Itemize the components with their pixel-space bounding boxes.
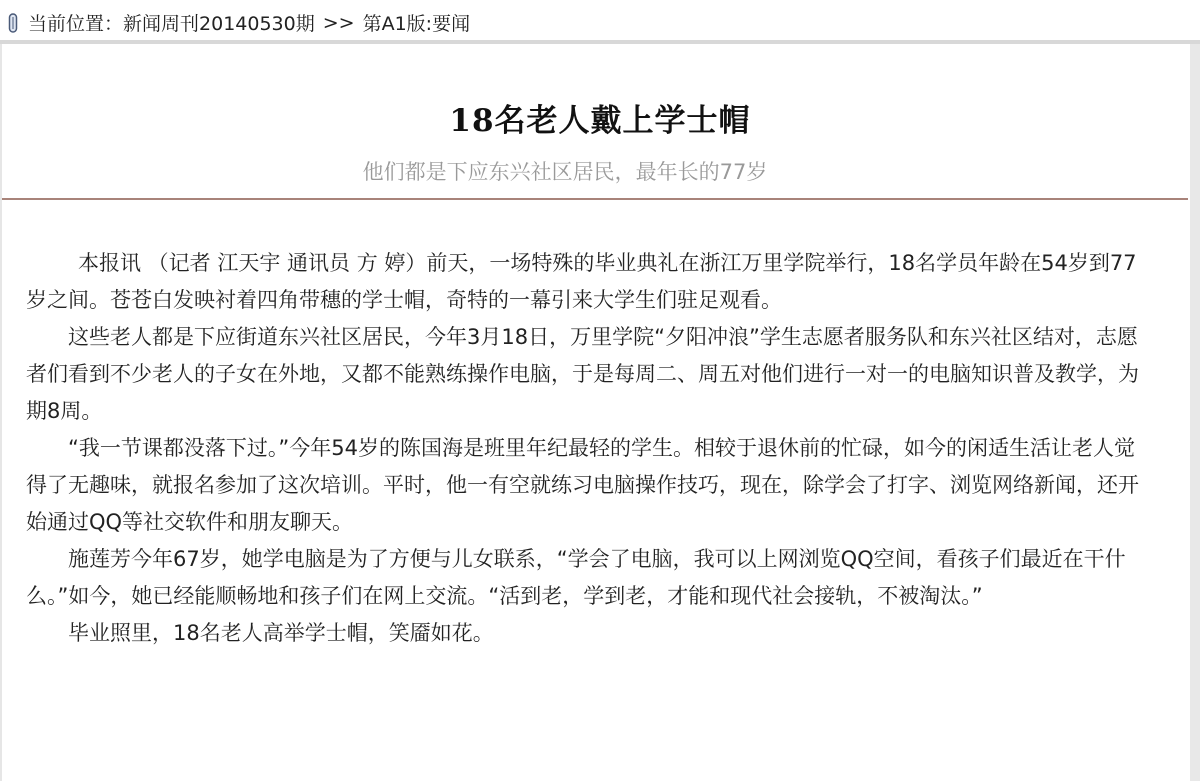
breadcrumb-prefix: 当前位置：	[28, 13, 124, 35]
breadcrumb-issue-link[interactable]: 新闻周刊20140530期	[123, 13, 315, 35]
breadcrumb	[8, 9, 470, 36]
article-paragraph: 这些老人都是下应街道东兴社区居民，今年3月18日，万里学院“夕阳冲浪”学生志愿者服务队和东兴社区结对，志愿者们看到不少老人的子女在外地，又都不能熟练操作电脑，于是每周二、周五对他们进行一对一的电脑知识普及教学，为期8周。	[26, 325, 1139, 423]
article-subtitle: 他们都是下应东兴社区居民，最年长的77岁	[362, 160, 768, 184]
pin-icon	[8, 13, 18, 33]
article-body	[26, 245, 1146, 652]
article-paragraph: 毕业照里，18名老人高举学士帽，笑靥如花。	[68, 621, 494, 645]
article-paragraph: 本报讯 （记者 江天宇 通讯员 方 婷）前天，一场特殊的毕业典礼在浙江万里学院举行，18名学员年龄在54岁到77岁之间。苍苍白发映衬着四角带穗的学士帽，奇特的一幕引来大学生们驻足观看。	[26, 251, 1137, 312]
breadcrumb-bar	[0, 0, 1200, 44]
article-paragraph: “我一节课都没落下过。”今年54岁的陈国海是班里年纪最轻的学生。相较于退休前的忙碌，如今的闲适生活让老人觉得了无趣味，就报名参加了这次培训。平时，他一有空就练习电脑操作技巧，现在，除学会了打字、浏览网络新闻，还开始通过QQ等社交软件和朋友聊天。	[26, 436, 1139, 534]
title-divider	[2, 198, 1188, 200]
breadcrumb-section-link[interactable]: 第A1版:要闻	[362, 13, 471, 35]
article-paragraph: 施莲芳今年67岁，她学电脑是为了方便与儿女联系，“学会了电脑，我可以上网浏览QQ空间，看孩子们最近在干什么。”如今，她已经能顺畅地和孩子们在网上交流。“活到老，学到老，才能和现代社会接轨，不被淘汰。”	[26, 547, 1126, 608]
article-title: 18名老人戴上学士帽	[449, 103, 751, 139]
breadcrumb-separator: >>	[322, 11, 355, 34]
